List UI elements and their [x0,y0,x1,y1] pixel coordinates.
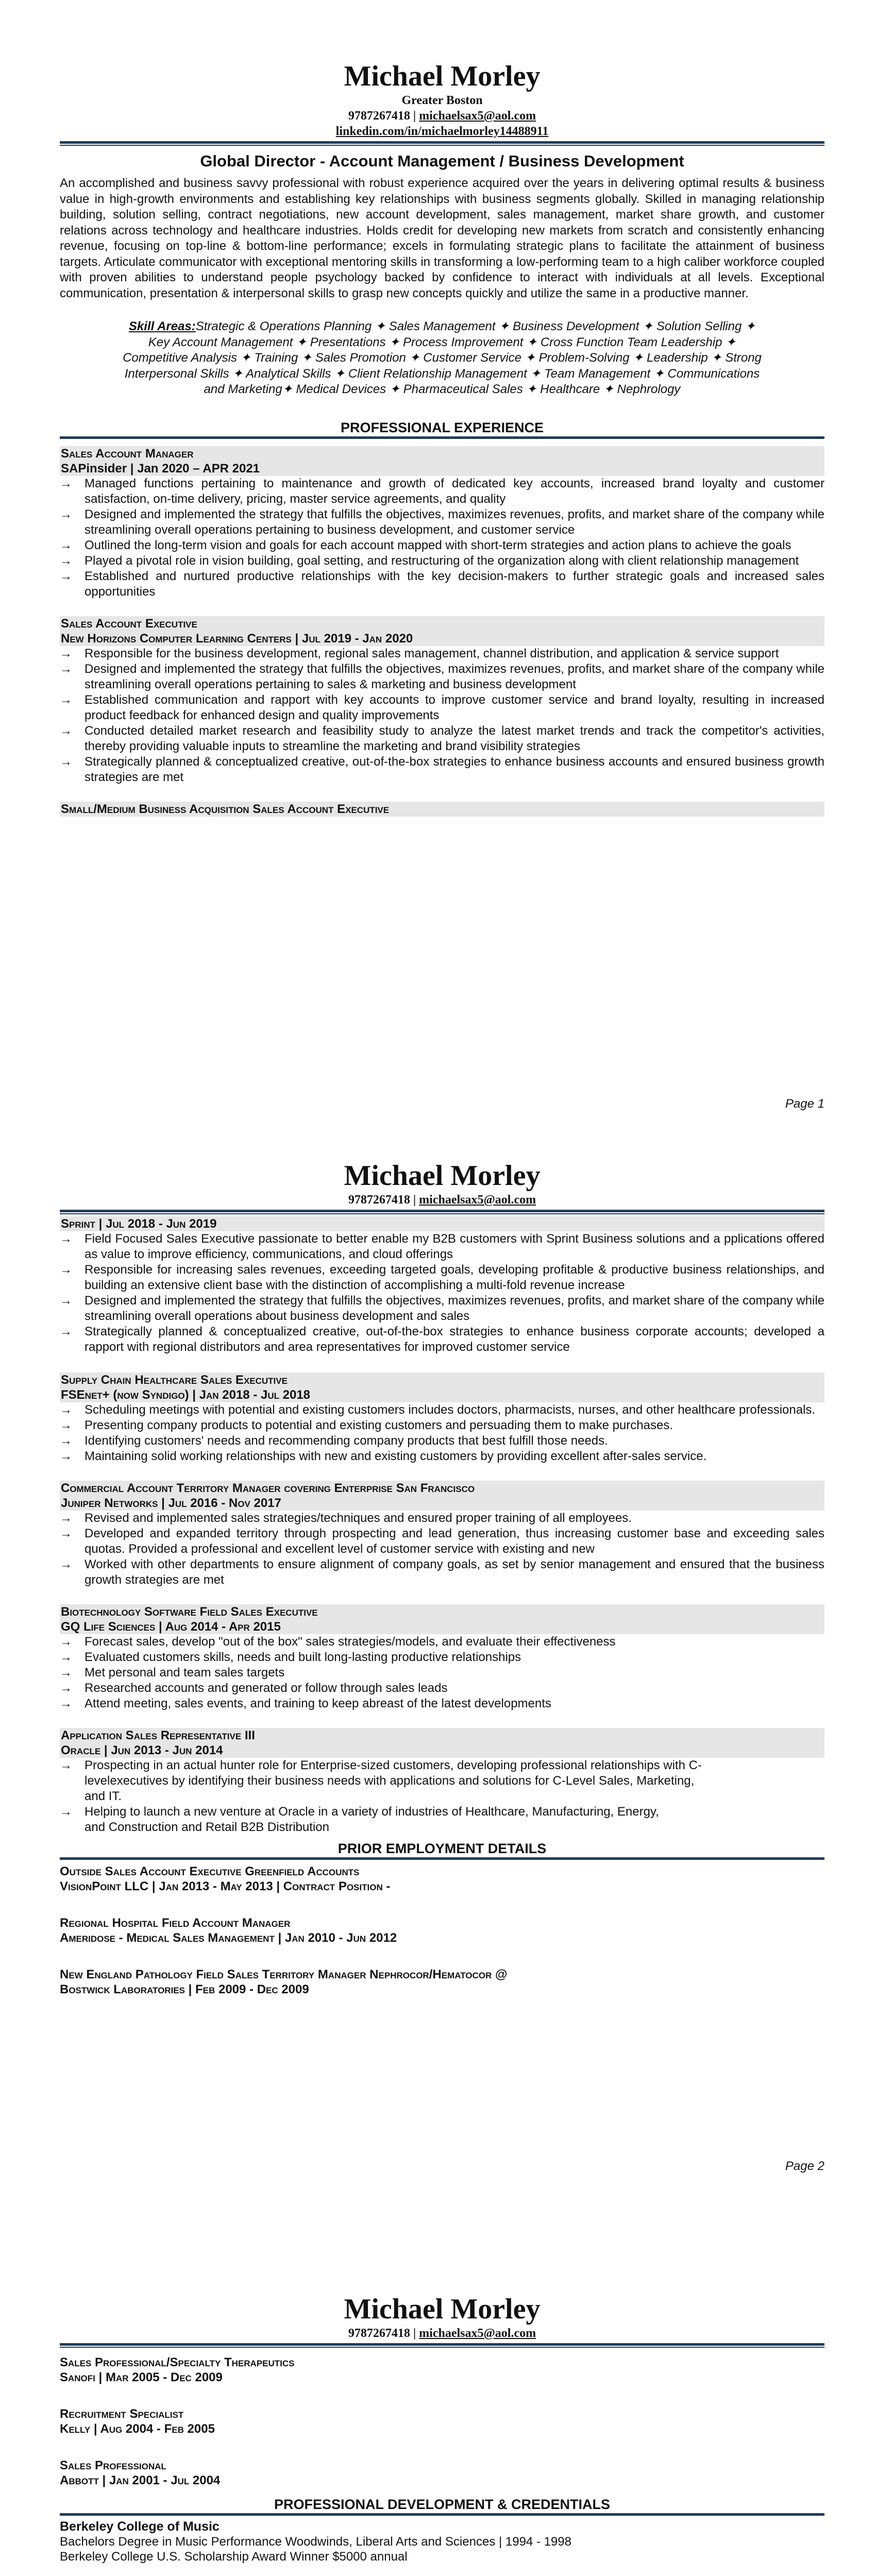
job-company: Oracle | Jun 2013 - Jun 2014 [60,1743,824,1758]
page-2 [0,1133,876,2173]
prior-detail: Kelly | Aug 2004 - Feb 2005 [60,2422,215,2436]
job-title: Supply Chain Healthcare Sales Executive [60,1372,824,1387]
prior-title: New England Pathology Field Sales Territory Manager Nephrocor/Hematocor @ [60,1968,508,1981]
contact-line: 9787267418 | michaelsax5@aol.com [348,2327,536,2340]
candidate-name: Michael Morley [344,2293,541,2325]
job-title: Sales Account Executive [60,616,824,631]
job-company: New Horizons Computer Learning Centers | Jul 2019 - Jan 2020 [60,631,824,646]
job-title: Commercial Account Territory Manager covering Enterprise San Francisco [60,1481,824,1496]
bullet: → Forecast sales, develop "out of the box" sales strategies/models, and evaluate their effectiveness [60,1635,616,1649]
job-title: Small/Medium Business Acquisition Sales Account Executive [60,802,824,817]
job-bullets [60,1231,824,1355]
bullet: → Prospecting in an actual hunter role for Enterprise-sized customers, developing professional relationships with C- levelexecutives by identifying their business needs with applications and solutions for C-Level Sales, Marketing, and IT. [60,1758,702,1803]
bullet: → Presenting company products to potential and existing customers and persuading them to make purchases. [60,1418,673,1432]
school-name: Berkeley College of Music [60,2519,220,2534]
job-bullets [60,1402,824,1464]
headline: Global Director - Account Management / Business Development [200,152,684,170]
job-bullets [60,1511,824,1588]
phone: 9787267418 [348,109,410,123]
section-development: PROFESSIONAL DEVELOPMENT & CREDENTIALS [60,2496,824,2516]
contact-line: 9787267418 | michaelsax5@aol.com [348,109,536,123]
skill-areas: Skill Areas:Strategic & Operations Planning ✦ Sales Management ✦ Business Development ✦ Solution Selling ✦ Key Account Management ✦ Presentations ✦ Process Improvement ✦ Cross Function Team Leadership ✦ Competitive Analysis ✦ Training ✦ Sales Promotion ✦ Customer Service ✦ Problem-Solving ✦ Leadership ✦ Strong Interpersonal Skills ✦ Analytical Skills ✦ Client Relationship Management ✦ Team Management ✦ Communications and Marketing✦ Medical Devices ✦ Pharmaceutical Sales ✦ Healthcare ✦ Nephrology [123,319,762,396]
email-link[interactable]: michaelsax5@aol.com [419,109,536,123]
bullet: → Attend meeting, sales events, and training to keep abreast of the latest developments [60,1697,551,1710]
linkedin-line [60,124,824,139]
prior-title: Recruitment Specialist [60,2407,184,2421]
bullet: → Revised and implemented sales strategies/techniques and ensured proper training of all employees. [60,1511,632,1525]
header-rule [60,1210,824,1212]
bullet: → Helping to launch a new venture at Oracle in a variety of industries of Healthcare, Manufacturing, Energy, and Construction and Retail B2B Distribution [60,1805,659,1834]
location: Greater Boston [401,94,483,107]
prior-title: Regional Hospital Field Account Manager [60,1916,291,1930]
bullet: → Identifying customers' needs and recommending company products that best fulfill those needs. [60,1434,608,1448]
bullet: → Scheduling meetings with potential and existing customers includes doctors, pharmacists, nurses, and other healthcare professionals. [60,1403,816,1417]
job-title: Application Sales Representative III [60,1728,824,1743]
page-number: Page 1 [785,1097,824,1111]
candidate-name: Michael Morley [344,60,541,92]
page-3 [0,2267,876,2576]
page-1 [0,0,876,1111]
bullet: → Responsible for the business development, regional sales management, channel distribution, and application & service support [60,646,779,660]
prior-detail: Ameridose - Medical Sales Management | Jan 2010 - Jun 2012 [60,1931,397,1945]
candidate-name: Michael Morley [344,1160,541,1192]
page-number: Page 2 [785,2159,824,2173]
summary: An accomplished and business savvy professional with robust experience acquired over the years in delivering optimal results & business value in high-growth environments and establishing key relationships with business segments globally. Skilled in managing relationship building, solution selling, contract negotiations, new account development, sales management, market share growth, and customer relations across technology and healthcare industries. Holds credit for developing new markets from scratch and consistently enhancing revenue, focusing on top-line & bottom-line performance; excels in formulating strategic plans to facilitate the attainment of business targets. Articulate communicator with exceptional mentoring skills in transforming a low-performing team to a high caliber workforce coupled with proven abilities to understand people psychology backed by confidence to interact with individuals at all levels. Exceptional communication, presentation & interpersonal skills to grasp new concepts quickly and utilize the same in a productive manner. [60,176,824,300]
job-company: SAPinsider | Jan 2020 – APR 2021 [60,461,824,476]
award: Berkeley College U.S. Scholarship Award Winner $5000 annual [60,2550,408,2564]
job-bullets [60,1634,824,1711]
bullet: → Maintaining solid working relationships with new and existing customers by providing excellent after-sales service. [60,1449,707,1463]
job-bullets [60,476,824,600]
linkedin-link[interactable]: linkedin.com/in/michaelmorley14488911 [335,125,549,138]
bullet: → Responsible for increasing sales revenues, exceeding targeted goals, developing profitable & productive business relationships, and building an extensive client base with the distinction of accomplishing a multi-fold revenue increase [60,1263,824,1292]
bullet: → Researched accounts and generated or follow through sales leads [60,1681,448,1695]
bullet: → Designed and implemented the strategy that fulfills the objectives, maximizes revenues, profits, and market share of the company while streamlining overall operations pertaining to business development, and customer service [60,507,824,537]
job-bullets [60,1758,824,1835]
bullet: → Developed and expanded territory through prospecting and lead generation, thus increasing customer base and exceeding sales quotas. Provided a professional and excellent level of customer service with existing and new [60,1527,824,1556]
bullet: → Established communication and rapport with key accounts to improve customer service and brand loyalty, resulting in increased product feedback for enhanced design and quality improvements [60,692,824,722]
job-bullets [60,646,824,785]
header-rule [60,141,824,144]
prior-title: Sales Professional [60,2459,166,2472]
bullet: → Met personal and team sales targets [60,1666,285,1680]
header-rule-thin [60,1213,824,1214]
bullet: → Conducted detailed market research and feasibility study to analyze the latest market trends and track the competitor's activities, thereby providing valuable inputs to streamline the marketing and brand visibility strategies [60,723,824,753]
degree: Bachelors Degree in Music Performance Woodwinds, Liberal Arts and Sciences | 1994 - 1998 [60,2535,571,2549]
job-title: Biotechnology Software Field Sales Executive [60,1604,824,1619]
job-company: GQ Life Sciences | Aug 2014 - Apr 2015 [60,1619,824,1634]
bullet: → Outlined the long-term vision and goals for each account mapped with short-term strategies and action plans to achieve the goals [60,538,791,552]
bullet: → Played a pivotal role in vision building, goal setting, and restructuring of the organization along with client relationship management [60,553,799,568]
bullet: → Strategically planned & conceptualized creative, out-of-the-box strategies to enhance business accounts and ensured business growth strategies are met [60,754,824,784]
prior-detail: Sanofi | Mar 2005 - Dec 2009 [60,2370,223,2384]
bullet: → Designed and implemented the strategy that fulfills the objectives, maximizes revenues, profits, and market share of the company while streamlining overall operations pertaining to sales & marketing and business development [60,662,824,691]
bullet: → Evaluated customers skills, needs and built long-lasting productive relationships [60,1650,521,1664]
prior-detail: Bostwick Laboratories | Feb 2009 - Dec 2009 [60,1982,309,1996]
header-rule [60,2343,824,2346]
bullet: → Established and nurtured productive relationships with the key decision-makers to further strategic goals and increased sales opportunities [60,569,824,599]
email-link[interactable]: michaelsax5@aol.com [419,1193,536,1207]
prior-title: Outside Sales Account Executive Greenfield Accounts [60,1865,360,1878]
skill-areas-label: Skill Areas: [128,319,196,333]
section-prior: PRIOR EMPLOYMENT DETAILS [60,1840,824,1860]
bullet: → Designed and implemented the strategy that fulfills the objectives, maximizes revenues, profits, and market share of the company while streamlining overall operations about business development and sales [60,1294,824,1323]
bullet: → Worked with other departments to ensure alignment of company goals, as set by senior management and ensured that the business growth strategies are met [60,1557,824,1587]
email-link[interactable]: michaelsax5@aol.com [419,2327,536,2340]
bullet: → Strategically planned & conceptualized creative, out-of-the-box strategies to enhance business corporate accounts; developed a rapport with regional distributors and area representatives for improved customer service [60,1325,824,1354]
job-company: FSEnet+ (now Syndigo) | Jan 2018 - Jul 2018 [60,1387,824,1402]
bullet: → Field Focused Sales Executive passionate to better enable my B2B customers with Sprint Business solutions and a pplications offered as value to improve efficiency, communications, and cloud offerings [60,1232,824,1261]
contact-line: 9787267418 | michaelsax5@aol.com [348,1193,536,1207]
header-rule-thin [60,145,824,146]
job-company: Juniper Networks | Jul 2016 - Nov 2017 [60,1496,824,1511]
prior-title: Sales Professional/Specialty Therapeutics [60,2355,295,2369]
prior-detail: Abbott | Jan 2001 - Jul 2004 [60,2473,221,2487]
job-company: Sprint | Jul 2018 - Jun 2019 [60,1216,824,1231]
section-experience: PROFESSIONAL EXPERIENCE [60,419,824,439]
job-title: Sales Account Manager [60,446,824,461]
bullet: → Managed functions pertaining to maintenance and growth of dedicated key accounts, increased brand loyalty and customer satisfaction, on-time delivery, pricing, master service agreements, and quality [60,476,824,506]
prior-detail: VisionPoint LLC | Jan 2013 - May 2013 | Contract Position - [60,1879,391,1893]
